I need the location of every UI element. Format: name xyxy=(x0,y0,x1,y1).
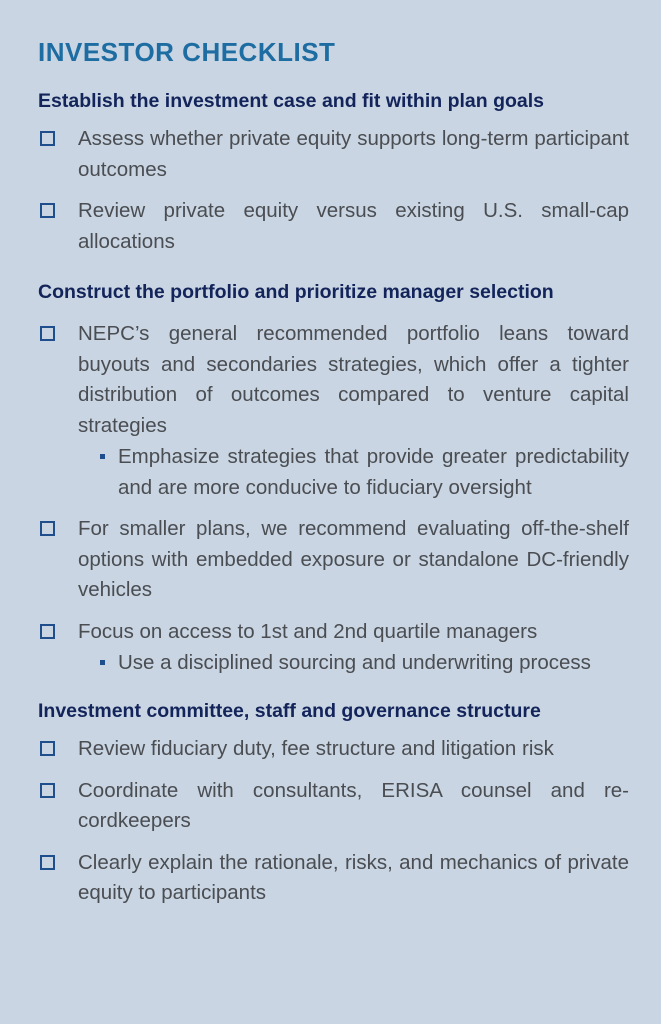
checkbox-icon[interactable] xyxy=(40,203,55,218)
section-heading: Investment committee, staff and governance structure xyxy=(38,700,541,722)
checklist-item-text: Focus on access to 1st and 2nd quartile managers xyxy=(78,619,538,643)
sub-list xyxy=(78,441,629,503)
checkbox-icon[interactable] xyxy=(40,741,55,756)
checkbox-icon[interactable] xyxy=(40,783,55,798)
square-bullet-icon xyxy=(100,660,105,665)
section-heading: Establish the investment case and fit within plan goals xyxy=(38,90,545,112)
checklist-item[interactable] xyxy=(38,776,629,837)
checklist-item-text: Review private equity versus existing U.S. small-cap allocations xyxy=(78,199,629,253)
sub-list-item xyxy=(78,441,629,503)
checklist-item[interactable] xyxy=(38,848,629,909)
section-heading: Construct the portfolio and prioritize manager selection xyxy=(38,281,554,303)
page-title: INVESTOR CHECKLIST xyxy=(38,37,336,67)
square-bullet-icon xyxy=(100,454,105,459)
section-governance xyxy=(38,698,629,909)
checklist-item-text: Review fiduciary duty, fee structure and litigation risk xyxy=(78,737,554,760)
sub-list xyxy=(78,647,629,678)
checklist-item[interactable] xyxy=(38,617,629,679)
sub-list-item xyxy=(78,647,629,678)
checklist-item[interactable] xyxy=(38,514,629,606)
checklist-item-text: Clearly explain the rationale, risks, and mechanics of private equity to participants xyxy=(78,850,629,904)
checklist-item-text: Coordinate with consultants, ERISA counsel and recordkeepers xyxy=(78,778,629,832)
checklist-item[interactable] xyxy=(38,124,629,185)
checkbox-icon[interactable] xyxy=(40,521,55,536)
checkbox-icon[interactable] xyxy=(40,131,55,146)
checklist-item-text: Assess whether private equity supports long-term participant outcomes xyxy=(78,127,629,181)
checklist-item-text: NEPC’s general recommended portfolio leans toward buyouts and secondaries strategies, which offer a tighter distribution of outcomes compared to venture capital strategies xyxy=(78,322,629,437)
checklist-item[interactable] xyxy=(38,196,629,257)
section-investment-case xyxy=(38,88,629,257)
checkbox-icon[interactable] xyxy=(40,624,55,639)
checklist-item[interactable] xyxy=(38,734,629,765)
checkbox-icon[interactable] xyxy=(40,855,55,870)
sub-list-item-text: Emphasize strategies that provide greater predictability and are more conducive to fiduciary oversight xyxy=(118,445,629,499)
section-portfolio-construction xyxy=(38,279,629,678)
checkbox-icon[interactable] xyxy=(40,326,55,341)
checklist-item[interactable] xyxy=(38,319,629,503)
sub-list-item-text: Use a disciplined sourcing and underwriting process xyxy=(118,651,591,674)
checklist-item-text: For smaller plans, we recommend evaluating off-the-shelf options with embedded exposure or standalone DC-friendly vehicles xyxy=(78,517,629,601)
